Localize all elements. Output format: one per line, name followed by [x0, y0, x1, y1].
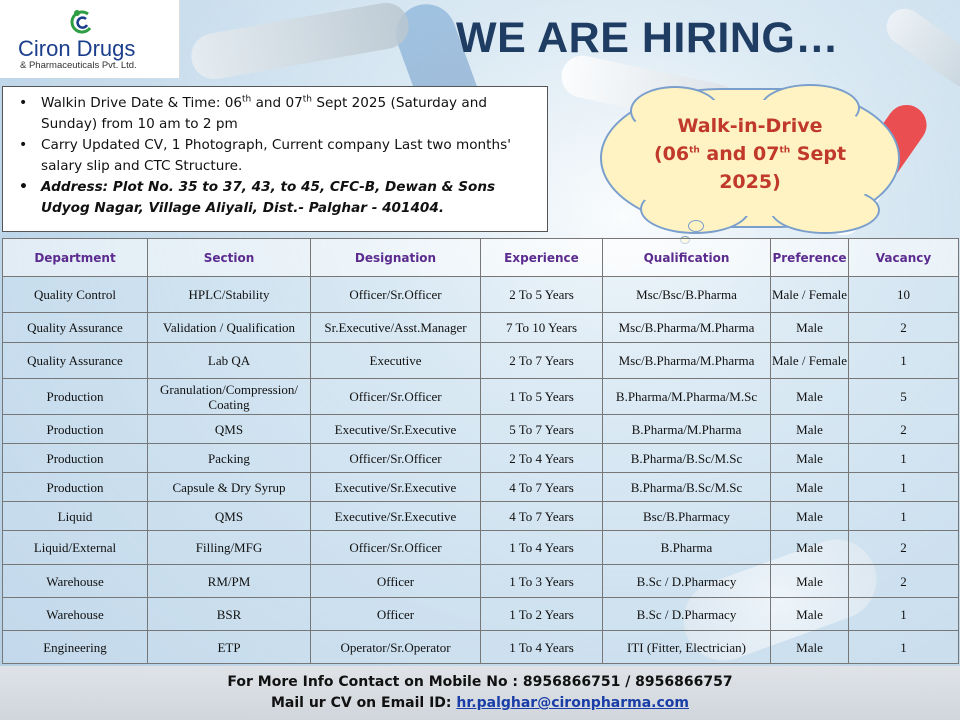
table-cell: Capsule & Dry Syrup [148, 473, 311, 502]
column-header: Department [3, 239, 148, 277]
background-pill [188, 0, 413, 83]
table-cell: B.Pharma/M.Pharma [603, 415, 771, 444]
table-cell: Executive/Sr.Executive [311, 415, 481, 444]
table-cell: 1 [849, 343, 959, 379]
table-cell: Male / Female [771, 343, 849, 379]
table-cell: Officer [311, 598, 481, 631]
walkin-date-item: • Walkin Drive Date & Time: 06th and 07th Sept 2025 (Saturday and Sunday) from 10 am to 2 pm [15, 93, 537, 135]
table-cell: RM/PM [148, 565, 311, 598]
table-cell: Officer/Sr.Officer [311, 531, 481, 565]
table-cell: 5 To 7 Years [481, 415, 603, 444]
table-cell: Msc/Bsc/B.Pharma [603, 277, 771, 313]
table-cell: Msc/B.Pharma/M.Pharma [603, 313, 771, 343]
table-cell: Warehouse [3, 598, 148, 631]
table-cell: Quality Assurance [3, 313, 148, 343]
table-cell: B.Sc / D.Pharmacy [603, 598, 771, 631]
table-cell: Male [771, 313, 849, 343]
table-cell: Sr.Executive/Asst.Manager [311, 313, 481, 343]
table-cell: Male / Female [771, 277, 849, 313]
column-header: Section [148, 239, 311, 277]
table-cell: 2 [849, 313, 959, 343]
table-cell: Male [771, 565, 849, 598]
table-cell: 10 [849, 277, 959, 313]
table-cell: Executive [311, 343, 481, 379]
table-cell: Liquid [3, 502, 148, 531]
table-cell: 1 To 4 Years [481, 531, 603, 565]
table-cell: Operator/Sr.Operator [311, 631, 481, 664]
table-cell: B.Pharma/B.Sc/M.Sc [603, 444, 771, 473]
table-cell: 4 To 7 Years [481, 502, 603, 531]
table-cell: QMS [148, 415, 311, 444]
table-cell: BSR [148, 598, 311, 631]
table-cell: Officer [311, 565, 481, 598]
address-item: • Address: Plot No. 35 to 37, 43, to 45, CFC-B, Dewan & Sons Udyog Nagar, Village Aliyali, Dist.- Palghar - 401404. [15, 177, 537, 219]
column-header: Vacancy [849, 239, 959, 277]
table-cell: ETP [148, 631, 311, 664]
table-cell: Male [771, 379, 849, 415]
drive-details-box [2, 86, 548, 232]
background-pill [880, 2, 960, 95]
table-cell: Production [3, 444, 148, 473]
column-header: Designation [311, 239, 481, 277]
table-cell: Production [3, 473, 148, 502]
table-cell: 1 To 2 Years [481, 598, 603, 631]
table-row [3, 631, 959, 664]
table-cell: 7 To 10 Years [481, 313, 603, 343]
table-cell: 2 To 4 Years [481, 444, 603, 473]
page-title: WE ARE HIRING… [456, 14, 839, 62]
table-row [3, 473, 959, 502]
table-cell: 2 To 7 Years [481, 343, 603, 379]
table-cell: Officer/Sr.Officer [311, 444, 481, 473]
email-link[interactable]: hr.palghar@cironpharma.com [456, 695, 689, 711]
company-logo [0, 0, 180, 78]
contact-phone-line: For More Info Contact on Mobile No : 8956866751 / 8956866757 [227, 674, 733, 690]
table-cell: Executive/Sr.Executive [311, 502, 481, 531]
documents-item: • Carry Updated CV, 1 Photograph, Current company Last two months' salary slip and CTC Structure. [15, 135, 537, 177]
table-cell: Quality Assurance [3, 343, 148, 379]
table-cell: Male [771, 415, 849, 444]
table-cell: Filling/MFG [148, 531, 311, 565]
table-cell: B.Pharma [603, 531, 771, 565]
column-header: Experience [481, 239, 603, 277]
table-cell: Officer/Sr.Officer [311, 277, 481, 313]
table-cell: 2 To 5 Years [481, 277, 603, 313]
contact-footer [0, 666, 960, 720]
table-row [3, 444, 959, 473]
table-cell: Quality Control [3, 277, 148, 313]
table-cell: QMS [148, 502, 311, 531]
table-row [3, 343, 959, 379]
ciron-swirl-logo-icon [66, 6, 96, 36]
table-cell: Male [771, 502, 849, 531]
table-cell: HPLC/Stability [148, 277, 311, 313]
company-name: Ciron Drugs [18, 36, 136, 61]
table-cell: Production [3, 379, 148, 415]
contact-email-line: Mail ur CV on Email ID: hr.palghar@cironpharma.com [270, 695, 689, 711]
table-row [3, 565, 959, 598]
walkin-cloud-text: Walk-in-Drive (06th and 07th Sept 2025) [653, 115, 847, 193]
table-row [3, 313, 959, 343]
column-header: Qualification [603, 239, 771, 277]
table-cell: 1 [849, 473, 959, 502]
table-cell: Bsc/B.Pharmacy [603, 502, 771, 531]
table-cell: Production [3, 415, 148, 444]
table-cell: Officer/Sr.Officer [311, 379, 481, 415]
table-cell: Male [771, 598, 849, 631]
table-cell: 2 [849, 565, 959, 598]
table-cell: Granulation/Compression/ Coating [148, 379, 311, 415]
table-cell: Male [771, 473, 849, 502]
table-cell: Liquid/External [3, 531, 148, 565]
table-row [3, 415, 959, 444]
table-cell: 2 [849, 531, 959, 565]
table-cell: Male [771, 444, 849, 473]
table-cell: 1 To 3 Years [481, 565, 603, 598]
table-cell: Lab QA [148, 343, 311, 379]
table-cell: Validation / Qualification [148, 313, 311, 343]
table-row [3, 277, 959, 313]
table-cell: Packing [148, 444, 311, 473]
table-cell: B.Pharma/B.Sc/M.Sc [603, 473, 771, 502]
table-row [3, 531, 959, 565]
table-cell: 1 [849, 502, 959, 531]
company-subtitle: & Pharmaceuticals Pvt. Ltd. [20, 60, 137, 71]
table-cell: Msc/B.Pharma/M.Pharma [603, 343, 771, 379]
table-cell: Male [771, 531, 849, 565]
table-cell: ITI (Fitter, Electrician) [603, 631, 771, 664]
table-cell: 5 [849, 379, 959, 415]
column-header: Preference [771, 239, 849, 277]
table-cell: Warehouse [3, 565, 148, 598]
vacancy-table [2, 238, 958, 664]
table-cell: 1 To 4 Years [481, 631, 603, 664]
table-cell: 1 [849, 598, 959, 631]
table-cell: 1 To 5 Years [481, 379, 603, 415]
table-row [3, 502, 959, 531]
table-cell: B.Pharma/M.Pharma/M.Sc [603, 379, 771, 415]
table-cell: 1 [849, 444, 959, 473]
table-cell: Executive/Sr.Executive [311, 473, 481, 502]
table-row [3, 598, 959, 631]
table-cell: B.Sc / D.Pharmacy [603, 565, 771, 598]
table-cell: 1 [849, 631, 959, 664]
table-cell: 2 [849, 415, 959, 444]
table-cell: 4 To 7 Years [481, 473, 603, 502]
table-row [3, 379, 959, 415]
table-cell: Engineering [3, 631, 148, 664]
table-cell: Male [771, 631, 849, 664]
table-header-row [3, 239, 959, 277]
